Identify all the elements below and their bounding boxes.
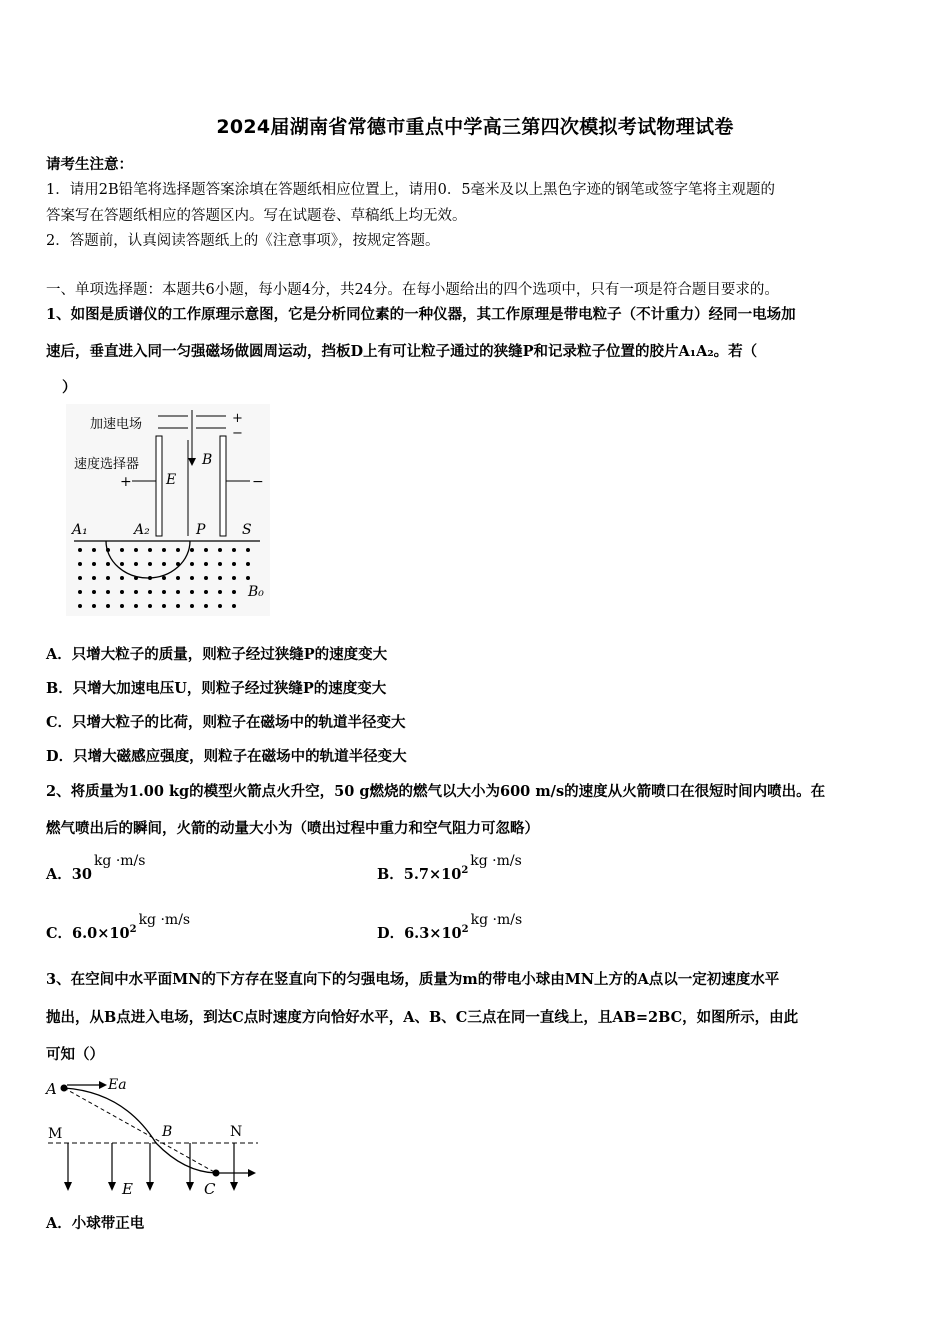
- label-A1: A₁: [72, 522, 88, 538]
- notice-item1-line1: 1．请用2B铅笔将选择题答案涂填在答题纸相应位置上，请用0．5毫米及以上黑色字迹的钢笔或签字笔将主观题的: [46, 182, 776, 198]
- notice-heading: 请考生注意：: [46, 156, 133, 173]
- q3-line1: 3、在空间中水平面MN的下方存在竖直向下的匀强电场，质量为m的带电小球由MN上方的A点以一定初速度水平: [46, 971, 780, 988]
- section1-heading: 一、单项选择题：本题共6小题，每小题4分，共24分。在每小题给出的四个选项中，只有一项是符合题目要求的。: [46, 282, 779, 298]
- line-ABC: [64, 1088, 216, 1173]
- mass-spectrometer-figure: [66, 404, 270, 616]
- accel-plus: +: [232, 411, 243, 426]
- notice-item1-line2: 答案写在答题纸相应的答题区内。写在试题卷、草稿纸上均无效。: [46, 208, 467, 224]
- accel-minus: −: [232, 426, 243, 441]
- page-title: 2024届湖南省常德市重点中学高三第四次模拟考试物理试卷: [216, 116, 734, 138]
- projectile-field-figure: [44, 1070, 262, 1202]
- q1-line2: 速后，垂直进入同一匀强磁场做圆周运动，挡板D上有可让粒子通过的狭缝P和记录粒子位置的胶片A₁A₂。若（: [46, 343, 758, 360]
- q2-option-c: C．$6.0\times 10^2kg \cdot m/s$: [46, 912, 191, 942]
- label-P: P: [196, 522, 206, 538]
- q3-line3: 可知（）: [46, 1046, 104, 1063]
- selector-plus: +: [120, 474, 132, 490]
- q2-option-d: D．$6.3\times 10^2kg \cdot m/s$: [377, 912, 523, 942]
- q2-option-b-unit: kg ·m/s: [470, 853, 522, 869]
- q3-line2: 抛出，从B点进入电场，到达C点时速度方向恰好水平，A、B、C三点在同一直线上，且AB=2BC，如图所示，由此: [46, 1009, 799, 1026]
- notice-item2: 2．答题前，认真阅读答题纸上的《注意事项》，按规定答题。: [46, 233, 440, 249]
- q3-option-a: A．小球带正电: [46, 1215, 145, 1232]
- q2-option-a: A．30kg ·m/s: [46, 853, 146, 883]
- q1-line3: ）: [62, 379, 77, 396]
- q1-option-a: A．只增大粒子的质量，则粒子经过狭缝P的速度变大: [46, 646, 388, 663]
- label-Ea: Ea: [108, 1077, 127, 1093]
- label-velocity-selector: 速度选择器: [74, 457, 140, 472]
- q2-line1: 2、将质量为1.00 kg的模型火箭点火升空，50 g燃烧的燃气以大小为600 m/s的速度从火箭喷口在很短时间内喷出。在: [46, 783, 826, 800]
- label-point-B: B: [162, 1124, 173, 1140]
- q1-line1: 1、如图是质谱仪的工作原理示意图，它是分析同位素的一种仪器，其工作原理是带电粒子（不计重力）经同一电场加: [46, 306, 796, 323]
- selector-minus: −: [252, 474, 264, 490]
- q2-option-a-unit: kg ·m/s: [93, 853, 146, 869]
- label-accel-field: 加速电场: [90, 417, 143, 432]
- label-A2: A₂: [134, 522, 150, 538]
- q1-option-b: B．只增大加速电压U，则粒子经过狭缝P的速度变大: [46, 680, 387, 697]
- q1-option-c: C．只增大粒子的比荷，则粒子在磁场中的轨道半径变大: [46, 714, 406, 731]
- label-point-C: C: [204, 1180, 216, 1198]
- q2-option-d-unit: kg ·m/s: [470, 912, 523, 928]
- label-S: S: [242, 522, 252, 538]
- label-M: M: [48, 1126, 63, 1142]
- q2-option-c-unit: kg ·m/s: [138, 912, 191, 928]
- q1-option-d: D．只增大磁感应强度，则粒子在磁场中的轨道半径变大: [46, 748, 407, 765]
- label-E-field: E: [122, 1180, 133, 1198]
- label-B0: B₀: [248, 584, 264, 600]
- label-B: B: [202, 452, 213, 468]
- field-arrows: [68, 1143, 234, 1184]
- label-point-A: A: [46, 1080, 57, 1098]
- q2-line2: 燃气喷出后的瞬间，火箭的动量大小为（喷出过程中重力和空气阻力可忽略）: [46, 820, 539, 837]
- label-N: N: [230, 1124, 243, 1140]
- q2-option-b: B．$5.7\times 10^2kg \cdot m/s$: [377, 853, 522, 883]
- label-E: E: [166, 472, 177, 488]
